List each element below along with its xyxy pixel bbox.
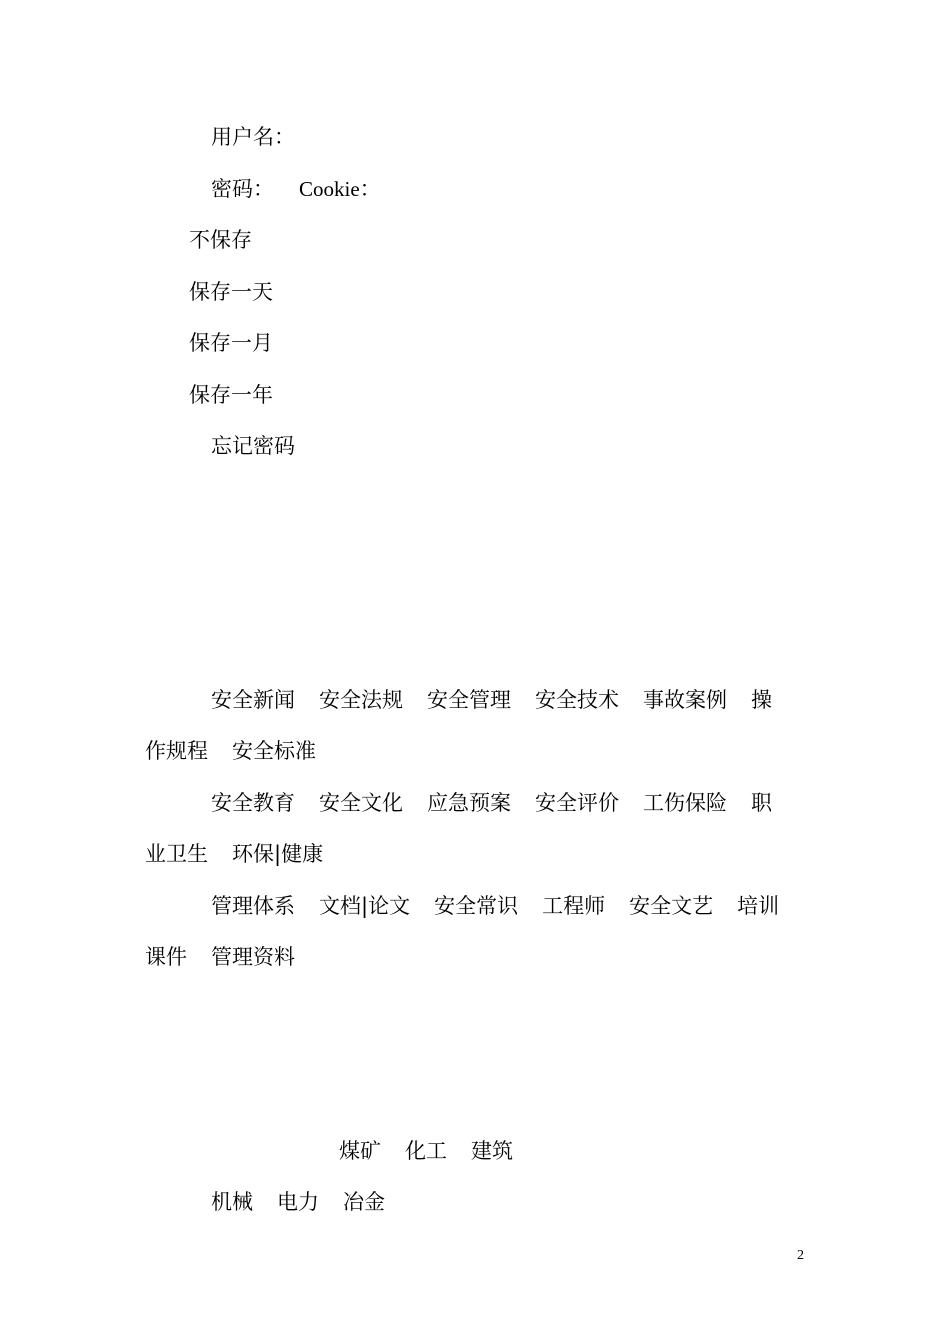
- industry-link[interactable]: 煤矿: [339, 1139, 381, 1163]
- password-row: [211, 175, 381, 203]
- industry-row-1: [339, 1137, 513, 1165]
- username-label: 用户名：: [211, 125, 295, 149]
- category-link[interactable]: 安全评价: [535, 791, 619, 815]
- category-link[interactable]: 文档|论文: [319, 894, 411, 918]
- category-link[interactable]: 安全标准: [232, 739, 316, 763]
- industry-row-2: [211, 1188, 385, 1216]
- category-link[interactable]: 操: [751, 688, 772, 712]
- category-link[interactable]: 安全常识: [434, 894, 519, 918]
- industry-link[interactable]: 电力: [277, 1190, 319, 1214]
- category-link[interactable]: 环保|健康: [232, 842, 324, 866]
- category-link[interactable]: 职: [751, 791, 772, 815]
- cookie-option-day[interactable]: 保存一天: [189, 280, 273, 304]
- category-row-1-cont: [145, 737, 316, 765]
- category-link[interactable]: 业卫生: [145, 842, 208, 866]
- category-row-1: [211, 686, 772, 714]
- category-link[interactable]: 应急预案: [427, 791, 511, 815]
- category-link[interactable]: 工程师: [542, 894, 606, 918]
- category-row-3-cont: [145, 943, 295, 971]
- industry-link[interactable]: 机械: [211, 1190, 253, 1214]
- category-link[interactable]: 安全新闻: [211, 688, 295, 712]
- category-link[interactable]: 培训: [737, 894, 780, 918]
- cookie-option-month[interactable]: 保存一月: [189, 331, 273, 355]
- category-link[interactable]: 工伤保险: [643, 791, 727, 815]
- category-link[interactable]: 安全管理: [427, 688, 511, 712]
- category-link[interactable]: 安全文艺: [629, 894, 714, 918]
- industry-link[interactable]: 化工: [405, 1139, 447, 1163]
- category-link[interactable]: 管理资料: [211, 945, 295, 969]
- industry-link[interactable]: 建筑: [471, 1139, 513, 1163]
- category-row-2-cont: [145, 840, 323, 868]
- industry-link[interactable]: 冶金: [343, 1190, 385, 1214]
- category-link[interactable]: 安全法规: [319, 688, 403, 712]
- category-link[interactable]: 课件: [145, 945, 187, 969]
- cookie-label: Cookie：: [299, 177, 381, 201]
- category-link[interactable]: 安全技术: [535, 688, 619, 712]
- forgot-password-link[interactable]: 忘记密码: [211, 434, 295, 458]
- category-link[interactable]: 作规程: [145, 739, 208, 763]
- password-label: 密码：: [211, 177, 274, 201]
- page-number: 2: [797, 1248, 804, 1263]
- category-link[interactable]: 安全文化: [319, 791, 403, 815]
- category-row-2: [211, 789, 772, 817]
- category-link[interactable]: 安全教育: [211, 791, 295, 815]
- cookie-option-none[interactable]: 不保存: [189, 228, 252, 252]
- category-link[interactable]: 事故案例: [643, 688, 727, 712]
- category-row-3: [211, 892, 779, 920]
- category-link[interactable]: 管理体系: [211, 894, 295, 918]
- cookie-option-year[interactable]: 保存一年: [189, 383, 273, 407]
